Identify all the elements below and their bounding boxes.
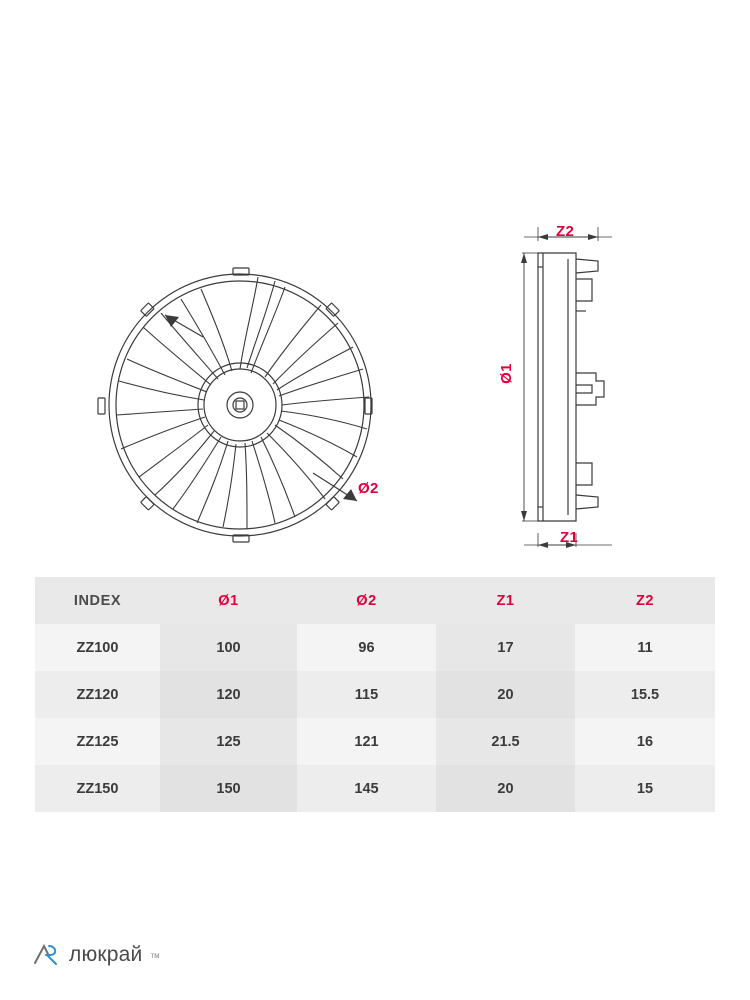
cell-z2: 16 <box>575 718 715 765</box>
side-view-label-o1: Ø1 <box>497 363 515 384</box>
cell-index: ZZ150 <box>35 765 160 812</box>
column-header-o1: Ø1 <box>160 577 297 624</box>
front-view-svg <box>95 265 405 555</box>
front-view-fan-damper <box>95 265 405 555</box>
table-row <box>35 624 715 671</box>
cell-index: ZZ100 <box>35 624 160 671</box>
cell-z2: 15 <box>575 765 715 812</box>
cell-z1: 17 <box>436 624 575 671</box>
cell-o2: 96 <box>297 624 436 671</box>
table-header <box>35 577 715 624</box>
logo-text: люкрай <box>69 943 143 966</box>
column-header-index: INDEX <box>35 577 160 624</box>
cell-index: ZZ120 <box>35 671 160 718</box>
table-row <box>35 718 715 765</box>
logo-trademark: тм <box>150 950 160 960</box>
cell-z2: 15.5 <box>575 671 715 718</box>
table-body <box>35 624 715 812</box>
side-view-label-z2: Z2 <box>556 223 575 240</box>
side-view-label-z1: Z1 <box>560 529 579 546</box>
cell-o2: 115 <box>297 671 436 718</box>
table-row <box>35 671 715 718</box>
column-header-z2: Z2 <box>575 577 715 624</box>
specification-table <box>35 577 715 812</box>
front-view-dimension-label: Ø2 <box>358 480 379 497</box>
cell-z2: 11 <box>575 624 715 671</box>
cell-o2: 145 <box>297 765 436 812</box>
side-view-profile <box>480 215 680 560</box>
side-view-svg <box>480 215 680 560</box>
logo-mark-icon <box>32 940 62 970</box>
cell-o2: 121 <box>297 718 436 765</box>
column-header-z1: Z1 <box>436 577 575 624</box>
cell-o1: 120 <box>160 671 297 718</box>
cell-z1: 20 <box>436 765 575 812</box>
table-row <box>35 765 715 812</box>
cell-o1: 125 <box>160 718 297 765</box>
column-header-o2: Ø2 <box>297 577 436 624</box>
cell-index: ZZ125 <box>35 718 160 765</box>
brand-logo <box>32 940 160 970</box>
cell-z1: 21.5 <box>436 718 575 765</box>
cell-o1: 150 <box>160 765 297 812</box>
cell-o1: 100 <box>160 624 297 671</box>
cell-z1: 20 <box>436 671 575 718</box>
table-header-row <box>35 577 715 624</box>
